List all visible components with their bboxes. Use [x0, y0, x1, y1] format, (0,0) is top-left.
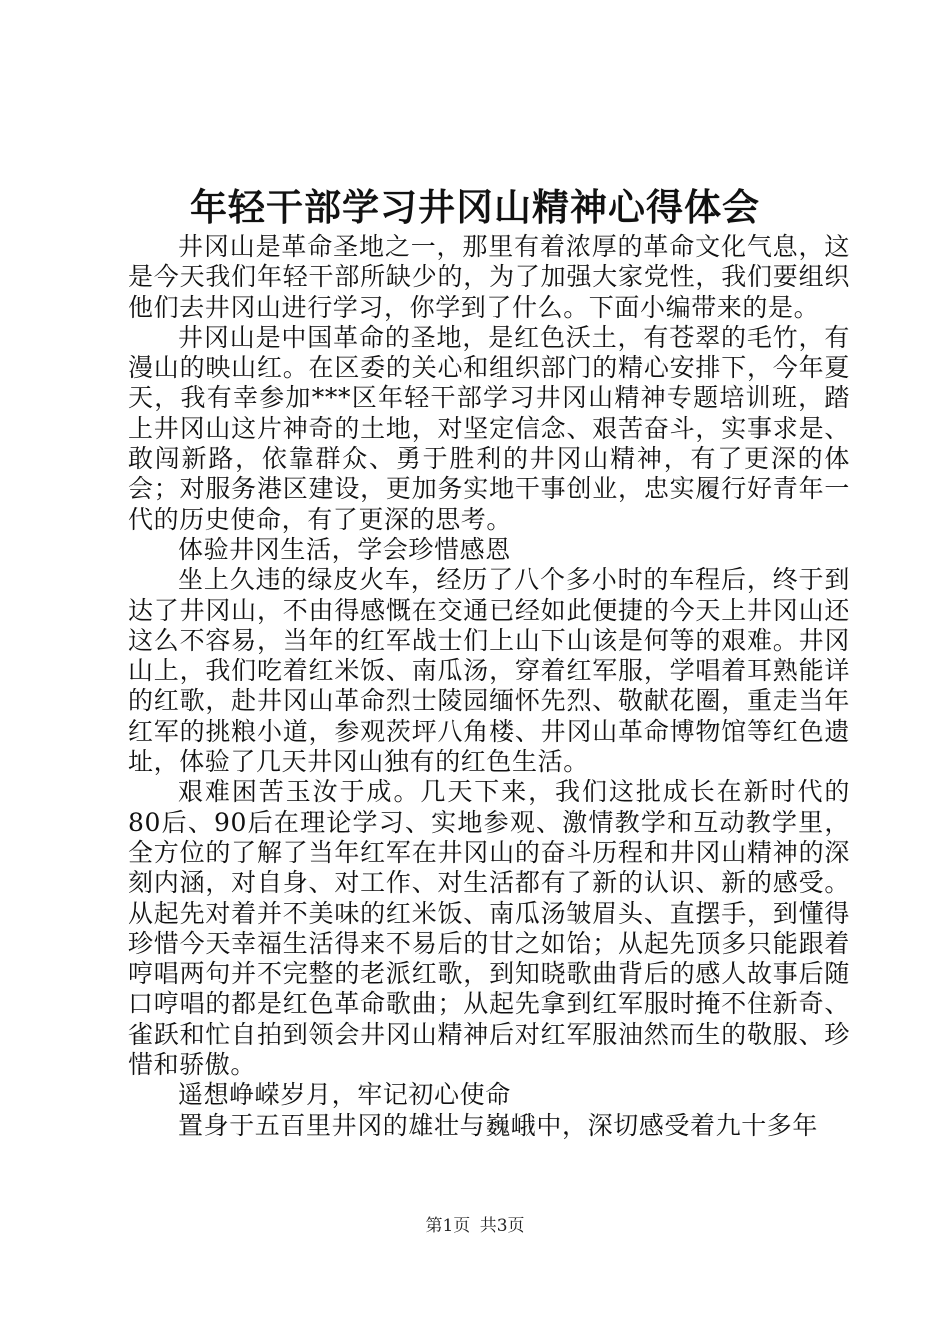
section-heading-1: 体验井冈生活，学会珍惜感恩 [178, 534, 511, 564]
page-number: 第1页 [425, 1216, 471, 1236]
section-heading-2: 遥想峥嵘岁月，牢记初心使命 [178, 1080, 511, 1110]
paragraph-intro: 井冈山是革命圣地之一，那里有着浓厚的革命文化气息，这是今天我们年轻干部所缺少的，为了加强大家党性，我们要组织他们去井冈山进行学习，你学到了什么。下面小编带来的是。 [128, 232, 850, 322]
paragraph-1: 井冈山是中国革命的圣地，是红色沃土，有苍翠的毛竹，有漫山的映山红。在区委的关心和组织部门的精心安排下，今年夏天，我有幸参加***区年轻干部学习井冈山精神专题培训班，踏上井冈山这片神奇的土地，对坚定信念、艰苦奋斗，实事求是、敢闯新路，依靠群众、勇于胜利的井冈山精神，有了更深的体会；对服务港区建设，更加务实地干事创业，忠实履行好青年一代的历史使命，有了更深的思考。 [128, 322, 850, 534]
paragraph-2: 坐上久违的绿皮火车，经历了八个多小时的车程后，终于到达了井冈山，不由得感慨在交通已经如此便捷的今天上井冈山还这么不容易，当年的红军战士们上山下山该是何等的艰难。井冈山上，我们吃着红米饭、南瓜汤，穿着红军服，学唱着耳熟能详的红歌，赴井冈山革命烈士陵园缅怀先烈、敬献花圈，重走当年红军的挑粮小道，参观茨坪八角楼、井冈山革命博物馆等红色遗址，体验了几天井冈山独有的红色生活。 [128, 565, 850, 777]
document-title: 年轻干部学习井冈山精神心得体会 [190, 185, 760, 229]
paragraph-3: 艰难困苦玉汝于成。几天下来，我们这批成长在新时代的80后、90后在理论学习、实地参观、激情教学和互动教学里，全方位的了解了当年红军在井冈山的奋斗历程和井冈山精神的深刻内涵，对自身、对工作、对生活都有了新的认识、新的感受。从起先对着并不美味的红米饭、南瓜汤皱眉头、直摆手，到懂得珍惜今天幸福生活得来不易后的甘之如饴；从起先顶多只能跟着哼唱两句并不完整的老派红歌，到知晓歌曲背后的感人故事后随口哼唱的都是红色革命歌曲；从起先拿到红军服时掩不住新奇、雀跃和忙自拍到领会井冈山精神后对红军服油然而生的敬服、珍惜和骄傲。 [128, 777, 850, 1080]
page-total: 共3页 [479, 1216, 525, 1236]
page-footer [0, 1214, 950, 1238]
document-body [128, 232, 850, 1141]
paragraph-4: 置身于五百里井冈的雄壮与巍峨中，深切感受着九十多年 [178, 1110, 819, 1140]
